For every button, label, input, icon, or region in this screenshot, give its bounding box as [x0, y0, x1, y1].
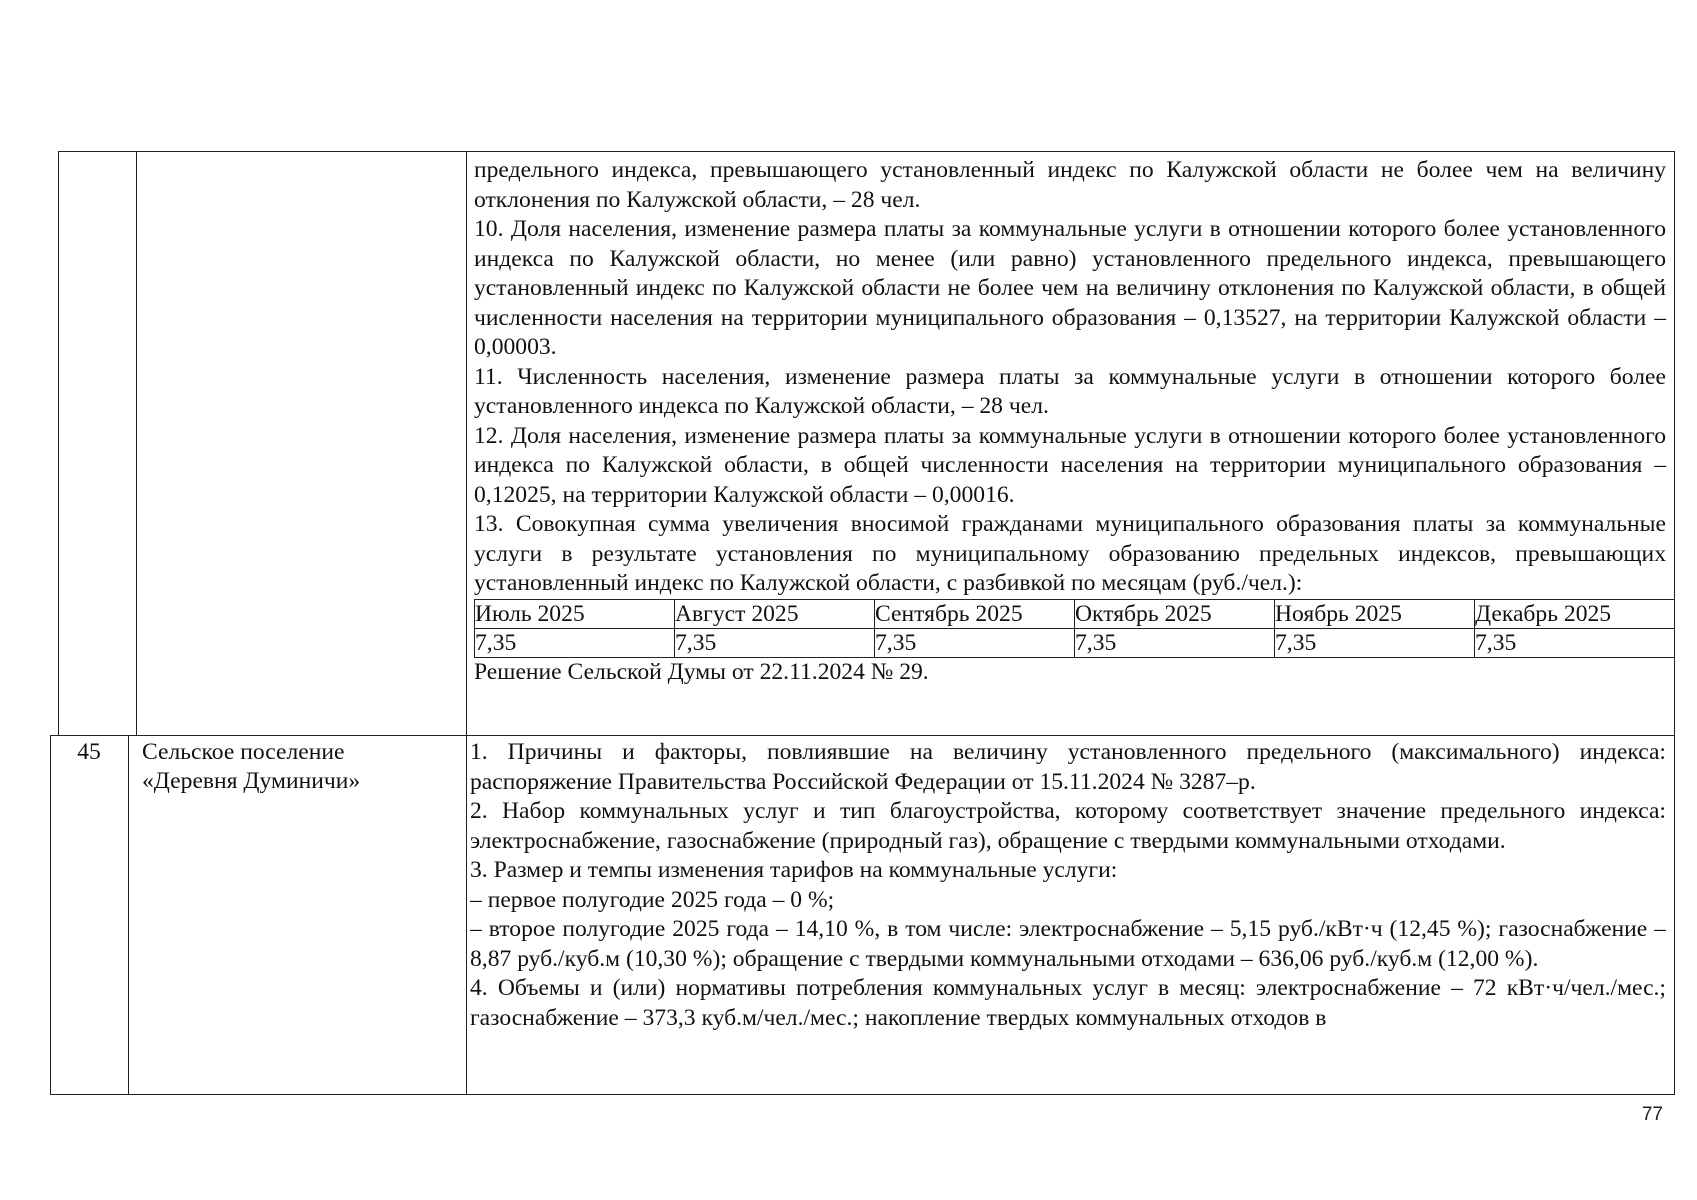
month-value: 7,35 — [1475, 628, 1675, 657]
month-header: Сентябрь 2025 — [875, 599, 1075, 628]
table-top-border — [58, 151, 1674, 152]
entry-number: 45 — [77, 739, 101, 765]
table-left-border — [58, 151, 59, 736]
paragraph-continued: предельного индекса, превышающего установленный индекс по Калужской области не более чем на величину отклонения по Калужской области, – 28 чел. — [474, 157, 1666, 213]
settlement-name-line1: Сельское поселение — [142, 739, 345, 765]
decision-reference: Решение Сельской Думы от 22.11.2024 № 29. — [474, 658, 929, 685]
settlement-name — [142, 738, 462, 796]
entry-45-paragraph-4: 4. Объемы и (или) нормативы потребления коммунальных услуг в месяц: электроснабжение – 72 кВт·ч/чел./мес.; газоснабжение – 373,3 куб.м/чел./мес.; накопление твердых коммунальных отходов в — [470, 975, 1666, 1031]
column-divider-1 — [136, 151, 137, 736]
month-value: 7,35 — [875, 628, 1075, 657]
month-value: 7,35 — [1075, 628, 1275, 657]
paragraph-10: 10. Доля населения, изменение размера платы за коммунальные услуги в отношении которого более установленного индекса по Калужской области, но менее (или равно) установленного предельного индекса, превышающего установленный индекс по Калужской области не более чем на величину отклонения по Калужской области, в общей численности населения на территории муниципального образования – 0,13527, на территории Калужской области – 0,00003. — [474, 216, 1666, 360]
month-header: Август 2025 — [675, 599, 875, 628]
page-number: 77 — [1641, 1104, 1663, 1125]
paragraph-12: 12. Доля населения, изменение размера платы за коммунальные услуги в отношении которого более установленного индекса по Калужской области, в общей численности населения на территории муниципального образования – 0,12025, на территории Калужской области – 0,00016. — [474, 422, 1666, 508]
entry-45-paragraph-3a: – первое полугодие 2025 года – 0 %; — [470, 886, 835, 913]
monthly-sum-header-row — [475, 599, 1675, 628]
month-header: Октябрь 2025 — [1075, 599, 1275, 628]
month-header: Ноябрь 2025 — [1275, 599, 1475, 628]
entry-45-paragraph-3: 3. Размер и темпы изменения тарифов на коммунальные услуги: — [470, 857, 1118, 883]
settlement-name-line2: «Деревня Думиничи» — [142, 768, 361, 794]
entry-45-paragraph-1: 1. Причины и факторы, повлиявшие на величину установленного предельного (максимального) индекса: распоряжение Правительства Российской Федерации от 15.11.2024 № 3287–р. — [470, 739, 1666, 795]
entry-45-paragraph-3b: – второе полугодие 2025 года – 14,10 %, в том числе: электроснабжение – 5,15 руб./кВт·ч (12,45 %); газоснабжение – 8,87 руб./куб.м (10,30 %); обращение с твердыми коммунальными отходами – 636,06 руб./куб.м (12,00 %). — [470, 916, 1666, 972]
month-value: 7,35 — [675, 628, 875, 657]
entry-45-paragraph-2: 2. Набор коммунальных услуг и тип благоустройства, которому соответствует значение предельного индекса: электроснабжение, газоснабжение (природный газ), обращение с твердыми коммунальными отходами. — [470, 798, 1666, 854]
month-value: 7,35 — [475, 628, 675, 657]
monthly-sum-value-row — [475, 628, 1675, 657]
column-divider-2 — [466, 151, 467, 1095]
entry-45-text — [470, 738, 1666, 1092]
month-header: Июль 2025 — [475, 599, 675, 628]
month-value: 7,35 — [1275, 628, 1475, 657]
row-divider-45 — [50, 735, 1674, 736]
column-divider-1-lower — [128, 735, 129, 1095]
monthly-sum-table — [474, 599, 1675, 658]
paragraph-11: 11. Численность населения, изменение размера платы за коммунальные услуги в отношении которого более установленного индекса по Калужской области, – 28 чел. — [474, 363, 1666, 419]
table-bottom-border — [50, 1094, 1674, 1095]
month-header: Декабрь 2025 — [1475, 599, 1675, 628]
paragraph-13: 13. Совокупная сумма увеличения вносимой гражданами муниципального образования платы за коммунальные услуги в результате установления по муниципальному образованию предельных индексов, превышающих установленный индекс по Калужской области, с разбивкой по месяцам (руб./чел.): — [474, 511, 1666, 596]
continued-entry-text — [474, 156, 1666, 687]
table-left-border-lower — [50, 735, 51, 1095]
